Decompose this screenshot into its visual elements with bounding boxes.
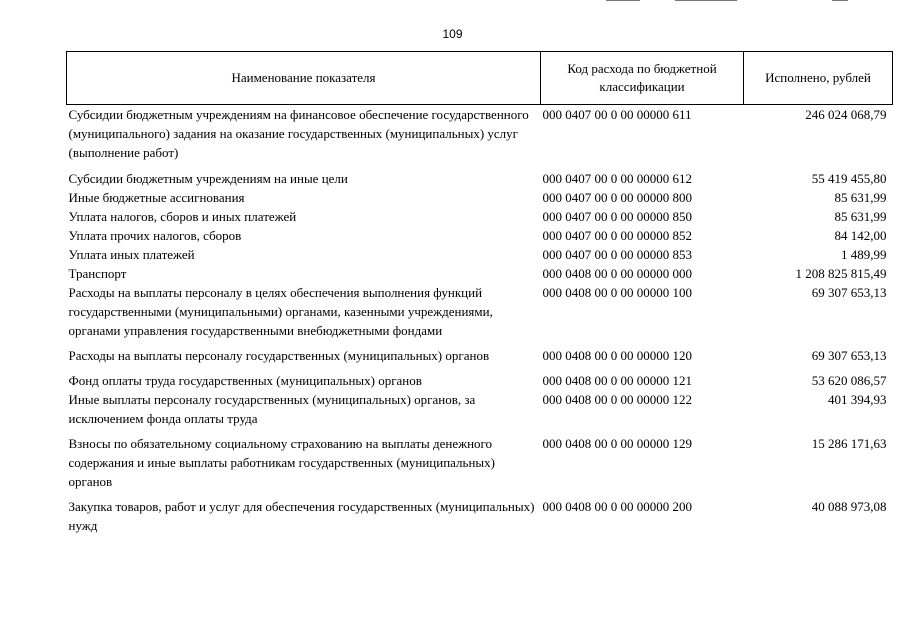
row-indicator-name: Фонд оплаты труда государственных (муниципальных) органов <box>68 372 422 388</box>
row-budget-code: 000 0407 00 0 00 00000 611 <box>542 107 692 122</box>
row-amount: 1 489,99 <box>841 246 887 262</box>
row-amount: 401 394,93 <box>828 391 887 407</box>
row-budget-code: 000 0407 00 0 00 00000 852 <box>542 227 692 243</box>
table-header-row <box>67 52 893 105</box>
table-row <box>67 491 893 535</box>
row-amount: 246 024 068,79 <box>805 107 887 122</box>
row-amount: 69 307 653,13 <box>811 284 887 300</box>
row-amount: 53 620 086,57 <box>811 372 887 388</box>
table-row <box>67 245 893 264</box>
row-budget-code: 000 0408 00 0 00 00000 122 <box>542 391 692 407</box>
row-budget-code: 000 0408 00 0 00 00000 121 <box>542 372 692 388</box>
row-amount: 69 307 653,13 <box>811 347 887 363</box>
header-indicator-name: Наименование показателя <box>67 52 541 105</box>
row-budget-code: 000 0408 00 0 00 00000 000 <box>542 265 692 281</box>
row-budget-code: 000 0407 00 0 00 00000 612 <box>542 170 692 186</box>
row-indicator-name: Уплата налогов, сборов и иных платежей <box>68 208 297 224</box>
row-budget-code: 000 0408 00 0 00 00000 120 <box>542 347 692 363</box>
row-indicator-name: Иные бюджетные ассигнования <box>68 189 245 205</box>
row-budget-code: 000 0408 00 0 00 00000 100 <box>542 284 692 300</box>
table-row <box>67 340 893 365</box>
row-amount: 85 631,99 <box>834 189 887 205</box>
table-row <box>67 226 893 245</box>
row-indicator-name: Субсидии бюджетным учреждениям на иные цели <box>68 170 348 186</box>
row-indicator-name: Уплата прочих налогов, сборов <box>68 227 242 243</box>
scan-artifact-line <box>606 0 640 1</box>
scan-artifact-line <box>675 0 737 1</box>
row-indicator-name: Расходы на выплаты персоналу в целях обеспечения выполнения функций государственными (муниципальными) органами, казенными учреждениями, органами управления государственными внебюджетными фондами <box>68 284 493 338</box>
row-budget-code: 000 0408 00 0 00 00000 200 <box>542 498 692 514</box>
table-row <box>67 283 893 340</box>
row-budget-code: 000 0407 00 0 00 00000 853 <box>542 246 692 262</box>
row-amount: 85 631,99 <box>834 208 887 224</box>
table-row <box>67 390 893 428</box>
row-amount: 40 088 973,08 <box>811 498 887 514</box>
row-indicator-name: Расходы на выплаты персоналу государственных (муниципальных) органов <box>68 347 490 363</box>
row-budget-code: 000 0408 00 0 00 00000 129 <box>542 435 692 451</box>
row-amount: 15 286 171,63 <box>811 435 887 451</box>
row-amount: 84 142,00 <box>834 227 887 243</box>
scan-artifact-line <box>832 0 848 1</box>
row-indicator-name: Транспорт <box>68 265 127 281</box>
table-row <box>67 365 893 390</box>
row-indicator-name: Взносы по обязательному социальному страхованию на выплаты денежного содержания и иные выплаты работникам государственных (муниципальных) органов <box>68 435 495 489</box>
page-number: 109 <box>442 27 463 41</box>
table-row <box>67 188 893 207</box>
table-row <box>67 105 893 163</box>
row-amount: 1 208 825 815,49 <box>795 265 887 281</box>
row-indicator-name: Субсидии бюджетным учреждениям на финансовое обеспечение государственного (муниципального) задания на оказание государственных (муниципальных) услуг (выполнение работ) <box>68 107 529 160</box>
table-row <box>67 207 893 226</box>
expense-report-table <box>66 51 893 535</box>
table-row <box>67 264 893 283</box>
table-row <box>67 428 893 491</box>
row-budget-code: 000 0407 00 0 00 00000 800 <box>542 189 692 205</box>
header-budget-code: Код расхода по бюджетной классификации <box>541 52 744 105</box>
row-indicator-name: Закупка товаров, работ и услуг для обеспечения государственных (муниципальных) нужд <box>68 498 535 533</box>
row-indicator-name: Уплата иных платежей <box>68 246 195 262</box>
row-amount: 55 419 455,80 <box>811 170 887 186</box>
header-amount-executed: Исполнено, рублей <box>744 52 893 105</box>
row-indicator-name: Иные выплаты персоналу государственных (муниципальных) органов, за исключением фонда оплаты труда <box>68 391 476 426</box>
table-row <box>67 163 893 188</box>
row-budget-code: 000 0407 00 0 00 00000 850 <box>542 208 692 224</box>
